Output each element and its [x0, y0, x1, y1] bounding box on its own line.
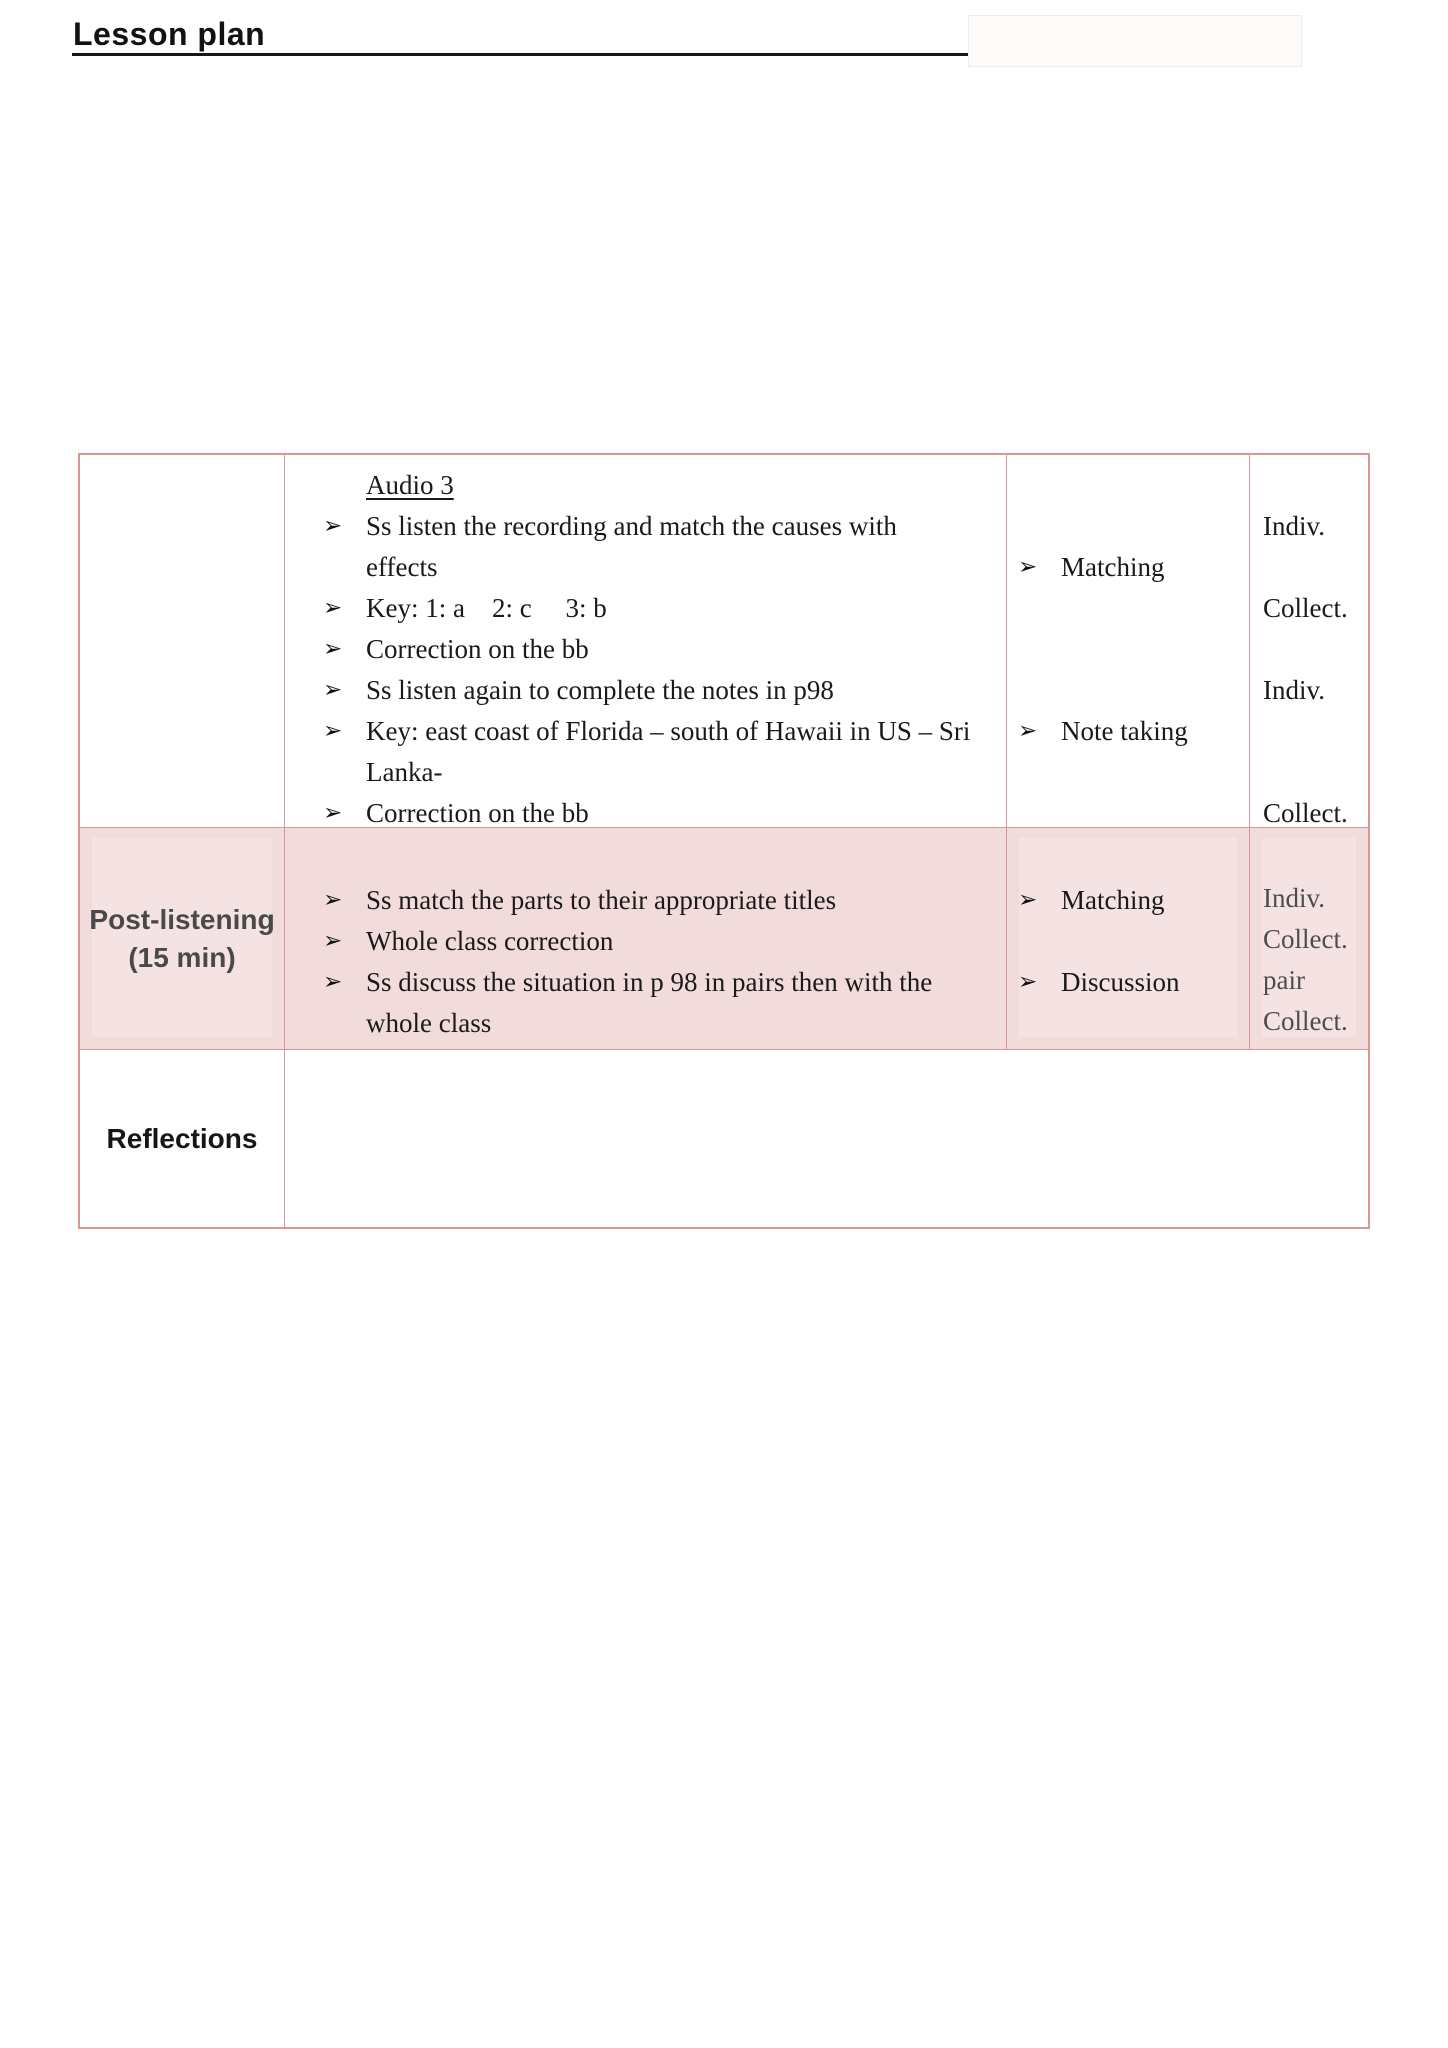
- arrow-bullet-icon: ➢: [323, 887, 343, 913]
- page-title: Lesson plan: [73, 16, 266, 52]
- title-underline: [72, 53, 968, 56]
- audio3-heading: Audio 3: [366, 470, 454, 500]
- interaction-label: Collect.: [1263, 593, 1348, 623]
- arrow-bullet-icon: ➢: [1018, 718, 1038, 744]
- procedure-cell-audio3: [285, 455, 1007, 828]
- lesson-plan-table: [78, 453, 1370, 1229]
- list-item: ➢ Matching: [1061, 547, 1241, 588]
- reflections-content-cell-empty: [285, 1050, 1368, 1227]
- interaction-label: Indiv.: [1263, 675, 1325, 705]
- arrow-bullet-icon: ➢: [323, 800, 343, 826]
- list-item: ➢ Matching: [1061, 880, 1241, 921]
- arrow-bullet-icon: ➢: [323, 677, 343, 703]
- interaction-label: Indiv.: [1263, 511, 1325, 541]
- arrow-bullet-icon: ➢: [1018, 554, 1038, 580]
- interaction-cell-row2: [1250, 828, 1368, 1050]
- stage-time-label: (15 min): [128, 941, 236, 973]
- list-item: ➢ Ss discuss the situation in p 98 in pairs then with the whole class: [366, 962, 976, 1044]
- arrow-bullet-icon: ➢: [323, 969, 343, 995]
- list-item: ➢ Correction on the bb: [366, 629, 972, 670]
- list-item: ➢ Ss listen the recording and match the causes with effects: [366, 506, 972, 588]
- arrow-bullet-icon: ➢: [1018, 969, 1038, 995]
- arrow-bullet-icon: ➢: [323, 636, 343, 662]
- arrow-bullet-icon: ➢: [1018, 887, 1038, 913]
- stage-label: Post-listening: [89, 903, 275, 935]
- list-item: ➢ Discussion: [1061, 962, 1241, 1003]
- stage-cell-reflections: [80, 1050, 285, 1227]
- list-item: ➢ Ss listen again to complete the notes in p98: [366, 670, 972, 711]
- list-item: ➢ Note taking: [1061, 711, 1241, 752]
- arrow-bullet-icon: ➢: [323, 513, 343, 539]
- arrow-bullet-icon: ➢: [323, 595, 343, 621]
- arrow-bullet-icon: ➢: [323, 718, 343, 744]
- interaction-label: Collect.: [1263, 924, 1348, 954]
- stage-cell-empty: [80, 455, 285, 828]
- techniques-cell-row2: [1007, 828, 1250, 1050]
- list-item: ➢ Key: east coast of Florida – south of Hawaii in US – Sri Lanka-: [366, 711, 972, 793]
- techniques-cell-row1: [1007, 455, 1250, 828]
- list-item: ➢ Key: 1: a 2: c 3: b: [366, 588, 972, 629]
- interaction-cell-row1: [1250, 455, 1368, 828]
- procedure-cell-post-listening: [285, 828, 1007, 1050]
- reflections-label: Reflections: [106, 1122, 258, 1154]
- arrow-bullet-icon: ➢: [323, 928, 343, 954]
- list-item: ➢ Ss match the parts to their appropriate titles: [366, 880, 976, 921]
- list-item: ➢ Correction on the bb: [366, 793, 972, 834]
- empty-highlight-box: [968, 15, 1302, 67]
- list-item: ➢ Whole class correction: [366, 921, 976, 962]
- interaction-label: Collect.: [1263, 798, 1348, 828]
- interaction-label: Indiv.: [1263, 883, 1325, 913]
- stage-cell-post-listening: [80, 828, 285, 1050]
- interaction-label: pair: [1263, 965, 1305, 995]
- interaction-label: Collect.: [1263, 1006, 1348, 1036]
